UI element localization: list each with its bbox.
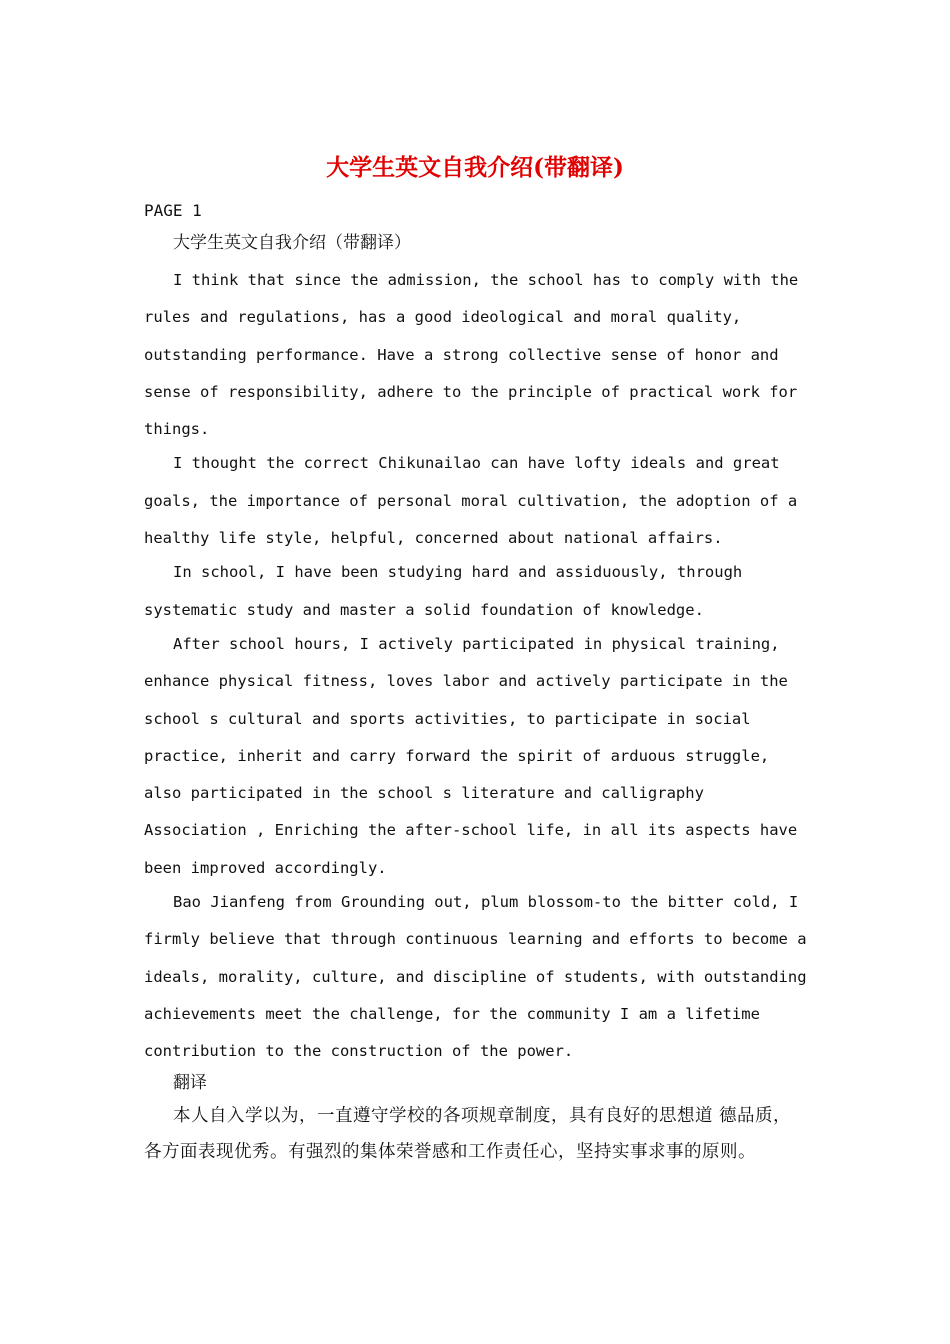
page-label: PAGE 1 [144,201,202,220]
paragraph-5: Bao Jianfeng from Grounding out, plum blossom-to the bitter cold, I firmly believe that through continuous learning and efforts to become a ideals, morality, culture, and discipline of students, with outstanding achievements meet the challenge, for the community I am a lifetime contribution to the construction of the power. [144,893,807,1061]
translation-paragraph-1: 本人自入学以为，一直遵守学校的各项规章制度，具有良好的思想道 德品质，各方面表现优秀。有强烈的集体荣誉感和工作责任心，坚持实事求事的原则。 [144,1105,792,1162]
document-subtitle: 大学生英文自我介绍（带翻译） [173,233,411,253]
paragraph-2: I thought the correct Chikunailao can have lofty ideals and great goals, the importance of personal moral cultivation, the adoption of a healthy life style, helpful, concerned about national affairs. [144,454,798,548]
document-title: 大学生英文自我介绍(带翻译) [326,154,624,181]
paragraph-4: After school hours, I actively participated in physical training, enhance physical fitness, loves labor and actively participate in the school s cultural and sports activities, to participate in social practice, inherit and carry forward the spirit of arduous struggle, also participated in the school s literature and calligraphy Association , Enriching the after-school life, in all its aspects have been improved accordingly. [144,634,798,877]
document-body [144,198,809,1170]
translation-heading: 翻译 [173,1072,207,1093]
paragraph-1: I think that since the admission, the school has to comply with the rules and regulations, has a good ideological and moral quality, outstanding performance. Have a strong collective sense of honor and sense of responsibility, adhere to the principle of practical work for things. [144,271,799,439]
paragraph-3: In school, I have been studying hard and assiduously, through systematic study and master a solid foundation of knowledge. [144,563,743,619]
